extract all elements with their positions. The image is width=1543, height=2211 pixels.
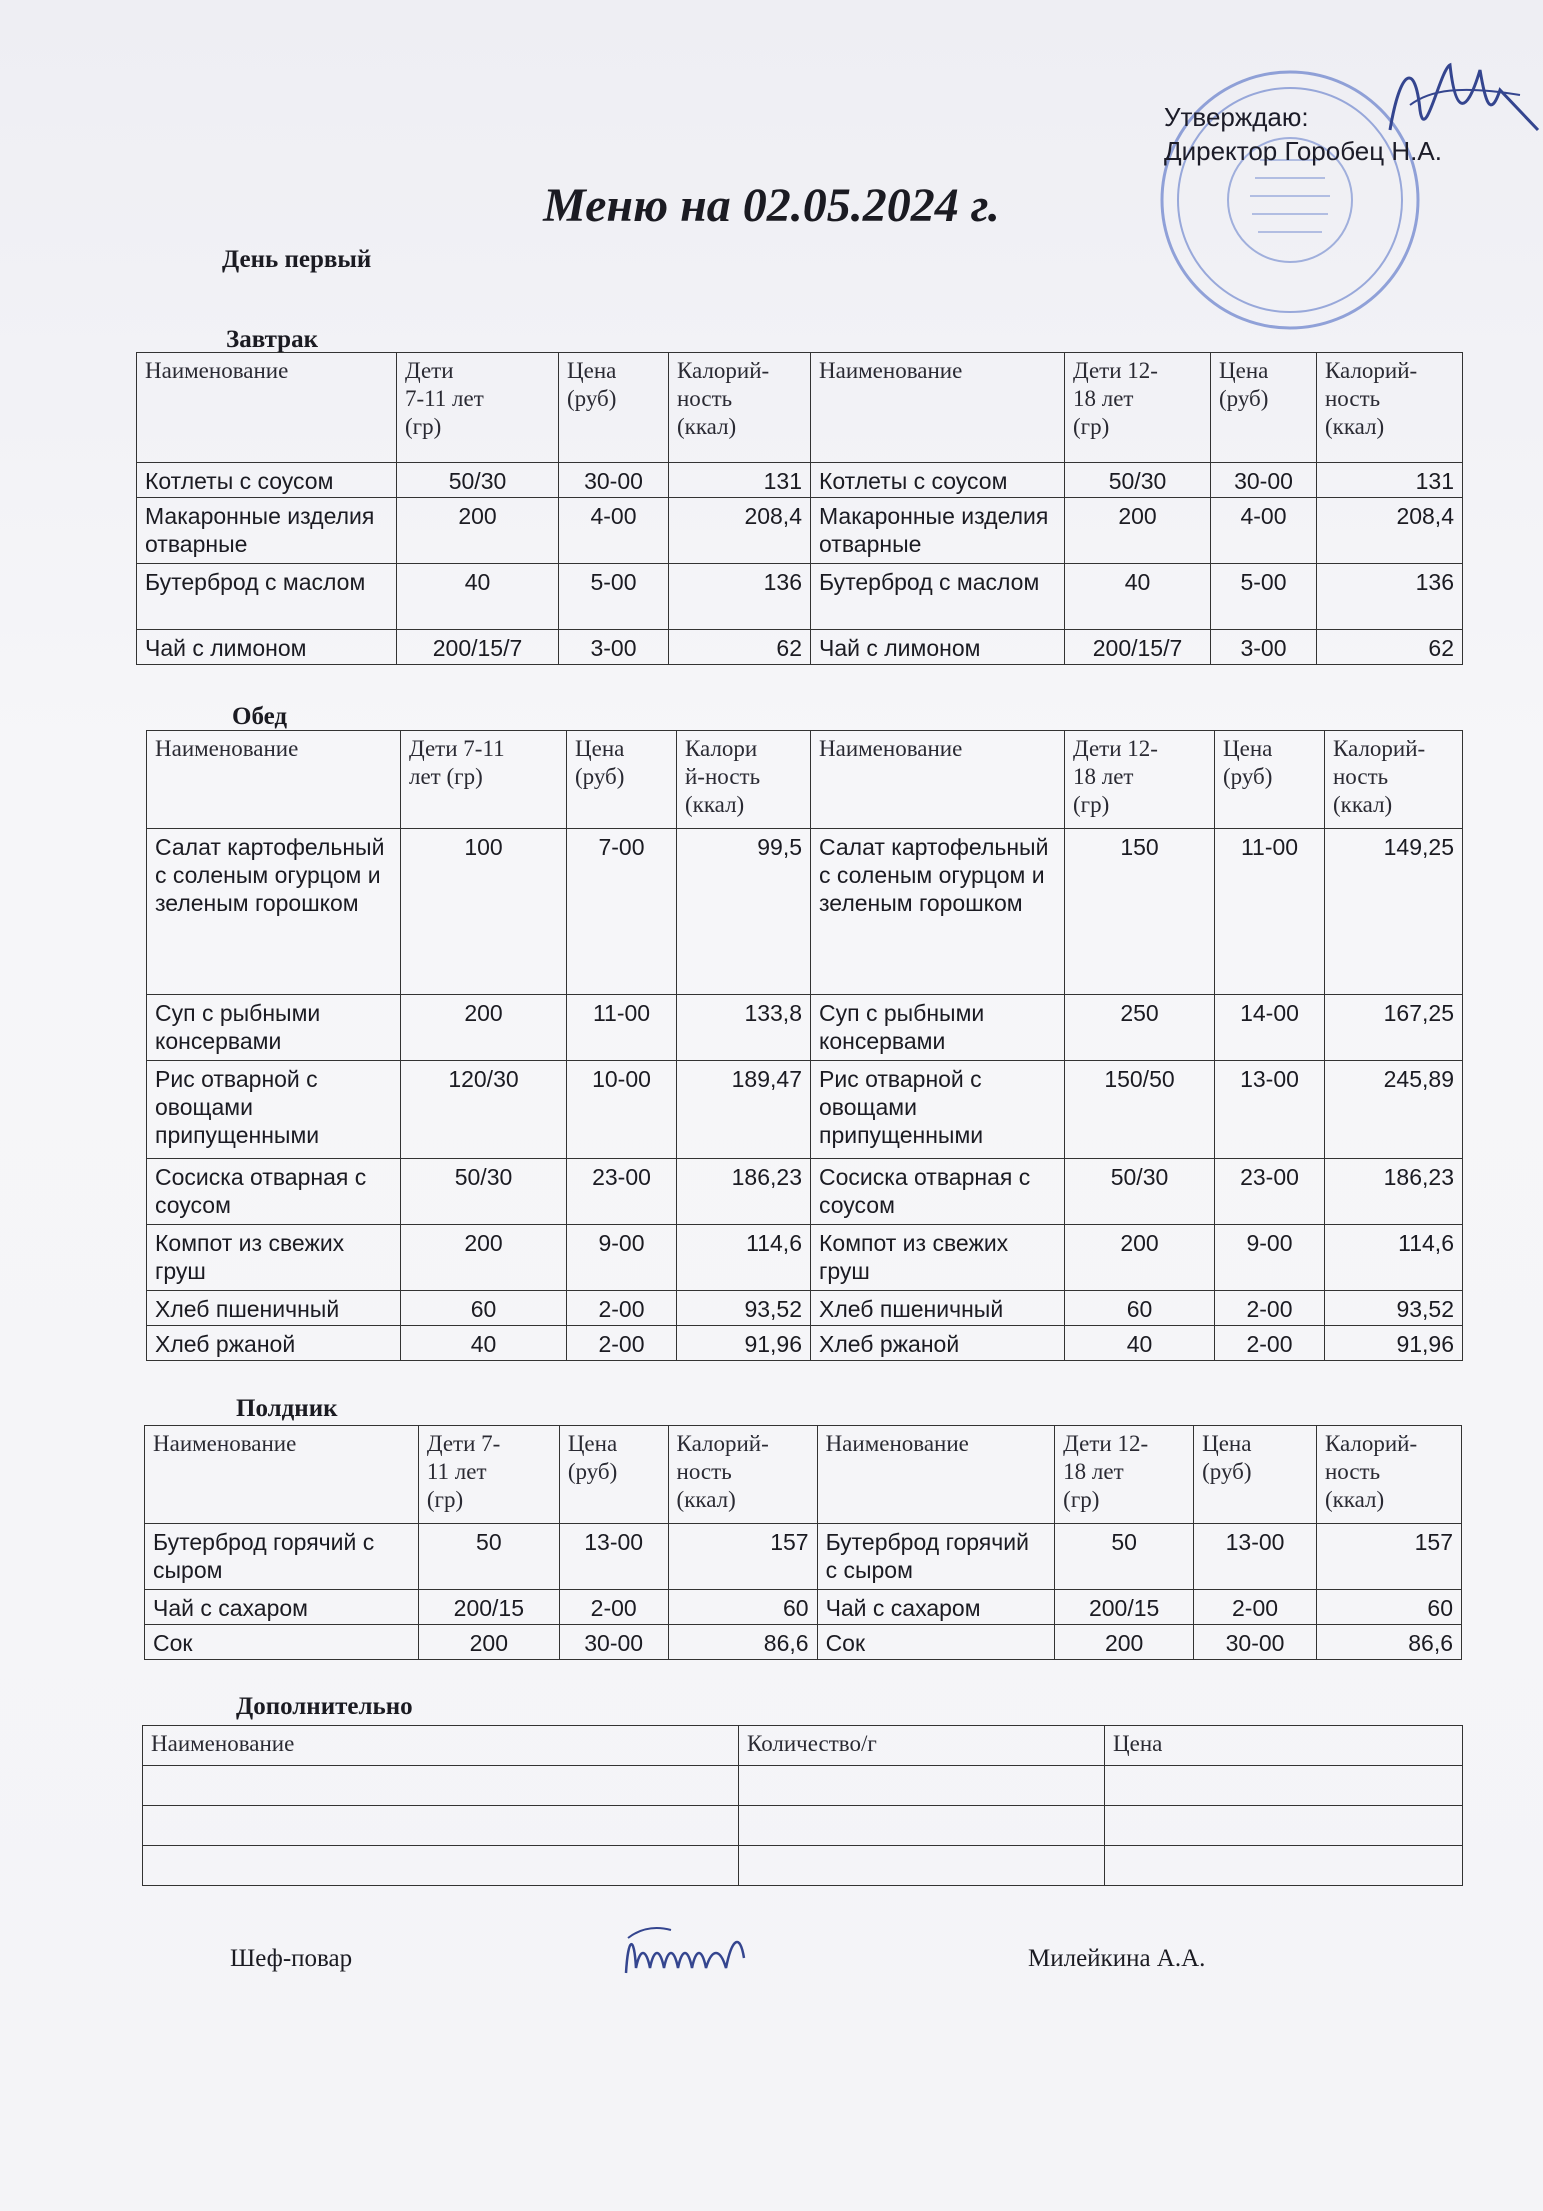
column-header: Наименование	[811, 731, 1065, 829]
value-cell: 13-00	[1194, 1524, 1317, 1590]
dish-name-cell: Котлеты с соусом	[137, 463, 397, 498]
value-cell: 189,47	[677, 1061, 811, 1159]
value-cell: 208,4	[1317, 498, 1463, 564]
table-row	[137, 463, 1463, 498]
value-cell: 9-00	[567, 1225, 677, 1291]
value-cell: 86,6	[668, 1625, 817, 1660]
value-cell: 5-00	[1211, 564, 1317, 630]
value-cell: 11-00	[1215, 829, 1325, 995]
table-row	[147, 1225, 1463, 1291]
chef-name: Милейкина А.А.	[1028, 1945, 1206, 1972]
dish-name-cell: Сосиска отварная с соусом	[147, 1159, 401, 1225]
value-cell: 2-00	[1194, 1590, 1317, 1625]
value-cell: 23-00	[1215, 1159, 1325, 1225]
table-row	[147, 1061, 1463, 1159]
value-cell: 60	[1316, 1590, 1461, 1625]
table-row	[143, 1766, 1463, 1806]
value-cell: 200	[401, 995, 567, 1061]
column-header: Калорий- ность (ккал)	[1325, 731, 1463, 829]
dish-name-cell: Чай с лимоном	[137, 630, 397, 665]
dish-name-cell: Салат картофельный с соленым огурцом и зеленым горошком	[811, 829, 1065, 995]
lunch-table	[146, 730, 1463, 1361]
table-row	[137, 564, 1463, 630]
column-header: Цена (руб)	[1194, 1426, 1317, 1524]
dish-name-cell: Чай с сахаром	[145, 1590, 419, 1625]
value-cell: 91,96	[1325, 1326, 1463, 1361]
value-cell: 11-00	[567, 995, 677, 1061]
dish-name-cell: Сок	[145, 1625, 419, 1660]
value-cell: 186,23	[677, 1159, 811, 1225]
value-cell: 4-00	[559, 498, 669, 564]
value-cell: 186,23	[1325, 1159, 1463, 1225]
column-header: Калорий- ность (ккал)	[669, 353, 811, 463]
value-cell: 40	[1065, 564, 1211, 630]
value-cell: 5-00	[559, 564, 669, 630]
dish-name-cell: Чай с лимоном	[811, 630, 1065, 665]
value-cell: 30-00	[1194, 1625, 1317, 1660]
dish-name-cell: Макаронные изделия отварные	[811, 498, 1065, 564]
value-cell: 50/30	[401, 1159, 567, 1225]
value-cell: 9-00	[1215, 1225, 1325, 1291]
value-cell: 2-00	[567, 1326, 677, 1361]
column-header: Цена (руб)	[1215, 731, 1325, 829]
value-cell: 86,6	[1316, 1625, 1461, 1660]
dish-name-cell: Бутерброд с маслом	[137, 564, 397, 630]
chef-label: Шеф-повар	[230, 1945, 353, 1972]
empty-cell	[1105, 1846, 1463, 1886]
column-header: Дети 12- 18 лет (гр)	[1055, 1426, 1194, 1524]
value-cell: 114,6	[1325, 1225, 1463, 1291]
dish-name-cell: Сосиска отварная с соусом	[811, 1159, 1065, 1225]
value-cell: 208,4	[669, 498, 811, 564]
table-row	[145, 1590, 1462, 1625]
value-cell: 131	[1317, 463, 1463, 498]
table-header-row	[147, 731, 1463, 829]
table-row	[137, 630, 1463, 665]
approval-line: Утверждаю:	[1164, 102, 1309, 132]
value-cell: 149,25	[1325, 829, 1463, 995]
breakfast-label: Завтрак	[226, 326, 318, 353]
value-cell: 13-00	[1215, 1061, 1325, 1159]
empty-cell	[739, 1766, 1105, 1806]
dish-name-cell: Суп с рыбными консервами	[811, 995, 1065, 1061]
column-header: Наименование	[147, 731, 401, 829]
value-cell: 60	[401, 1291, 567, 1326]
value-cell: 93,52	[677, 1291, 811, 1326]
column-header: Цена (руб)	[1211, 353, 1317, 463]
value-cell: 50	[418, 1524, 559, 1590]
value-cell: 99,5	[677, 829, 811, 995]
dish-name-cell: Компот из свежих груш	[147, 1225, 401, 1291]
empty-cell	[143, 1766, 739, 1806]
value-cell: 50	[1055, 1524, 1194, 1590]
value-cell: 23-00	[567, 1159, 677, 1225]
value-cell: 200/15/7	[397, 630, 559, 665]
table-row	[145, 1625, 1462, 1660]
table-row	[145, 1524, 1462, 1590]
value-cell: 114,6	[677, 1225, 811, 1291]
value-cell: 131	[669, 463, 811, 498]
dish-name-cell: Макаронные изделия отварные	[137, 498, 397, 564]
approval-block	[1164, 100, 1442, 168]
snack-label: Полдник	[236, 1395, 338, 1422]
value-cell: 2-00	[1215, 1326, 1325, 1361]
table-row	[147, 1159, 1463, 1225]
value-cell: 200	[397, 498, 559, 564]
value-cell: 157	[668, 1524, 817, 1590]
value-cell: 30-00	[559, 463, 669, 498]
column-header: Калори й-ность (ккал)	[677, 731, 811, 829]
value-cell: 200/15	[418, 1590, 559, 1625]
dish-name-cell: Хлеб ржаной	[811, 1326, 1065, 1361]
value-cell: 50/30	[1065, 463, 1211, 498]
dish-name-cell: Сок	[817, 1625, 1055, 1660]
dish-name-cell: Хлеб ржаной	[147, 1326, 401, 1361]
value-cell: 62	[1317, 630, 1463, 665]
column-header: Калорий- ность (ккал)	[1317, 353, 1463, 463]
value-cell: 30-00	[1211, 463, 1317, 498]
value-cell: 136	[669, 564, 811, 630]
empty-cell	[143, 1806, 739, 1846]
value-cell: 3-00	[1211, 630, 1317, 665]
table-header-row	[137, 353, 1463, 463]
table-row	[143, 1846, 1463, 1886]
value-cell: 245,89	[1325, 1061, 1463, 1159]
dish-name-cell: Хлеб пшеничный	[811, 1291, 1065, 1326]
snack-table	[144, 1425, 1462, 1660]
page-title: Меню на 02.05.2024 г.	[543, 179, 1000, 232]
empty-cell	[143, 1846, 739, 1886]
column-header: Наименование	[811, 353, 1065, 463]
dish-name-cell: Рис отварной с овощами припущенными	[811, 1061, 1065, 1159]
dish-name-cell: Котлеты с соусом	[811, 463, 1065, 498]
extra-table	[142, 1725, 1463, 1886]
empty-cell	[739, 1806, 1105, 1846]
column-header: Цена (руб)	[559, 353, 669, 463]
dish-name-cell: Бутерброд горячий с сыром	[817, 1524, 1055, 1590]
dish-name-cell: Хлеб пшеничный	[147, 1291, 401, 1326]
value-cell: 14-00	[1215, 995, 1325, 1061]
value-cell: 150	[1065, 829, 1215, 995]
table-header-row	[145, 1426, 1462, 1524]
column-header: Цена (руб)	[567, 731, 677, 829]
column-header: Количество/г	[739, 1726, 1105, 1766]
value-cell: 91,96	[677, 1326, 811, 1361]
value-cell: 200	[1065, 1225, 1215, 1291]
value-cell: 60	[668, 1590, 817, 1625]
column-header: Дети 7-11 лет (гр)	[397, 353, 559, 463]
column-header: Наименование	[145, 1426, 419, 1524]
table-row	[147, 1291, 1463, 1326]
value-cell: 200	[1055, 1625, 1194, 1660]
value-cell: 2-00	[559, 1590, 668, 1625]
lunch-label: Обед	[232, 703, 288, 730]
value-cell: 157	[1316, 1524, 1461, 1590]
column-header: Цена	[1105, 1726, 1463, 1766]
value-cell: 3-00	[559, 630, 669, 665]
column-header: Дети 12- 18 лет (гр)	[1065, 731, 1215, 829]
value-cell: 120/30	[401, 1061, 567, 1159]
dish-name-cell: Рис отварной с овощами припущенными	[147, 1061, 401, 1159]
table-row	[147, 1326, 1463, 1361]
value-cell: 40	[401, 1326, 567, 1361]
table-row	[147, 829, 1463, 995]
value-cell: 40	[1065, 1326, 1215, 1361]
empty-cell	[739, 1846, 1105, 1886]
column-header: Наименование	[817, 1426, 1055, 1524]
value-cell: 133,8	[677, 995, 811, 1061]
table-row	[137, 498, 1463, 564]
value-cell: 200	[1065, 498, 1211, 564]
value-cell: 30-00	[559, 1625, 668, 1660]
dish-name-cell: Бутерброд горячий с сыром	[145, 1524, 419, 1590]
breakfast-table	[136, 352, 1463, 665]
value-cell: 200	[418, 1625, 559, 1660]
value-cell: 50/30	[397, 463, 559, 498]
table-row	[143, 1806, 1463, 1846]
value-cell: 40	[397, 564, 559, 630]
value-cell: 2-00	[1215, 1291, 1325, 1326]
column-header: Наименование	[143, 1726, 739, 1766]
value-cell: 200	[401, 1225, 567, 1291]
dish-name-cell: Чай с сахаром	[817, 1590, 1055, 1625]
column-header: Цена (руб)	[559, 1426, 668, 1524]
value-cell: 250	[1065, 995, 1215, 1061]
dish-name-cell: Компот из свежих груш	[811, 1225, 1065, 1291]
value-cell: 10-00	[567, 1061, 677, 1159]
value-cell: 93,52	[1325, 1291, 1463, 1326]
column-header: Калорий- ность (ккал)	[1316, 1426, 1461, 1524]
value-cell: 150/50	[1065, 1061, 1215, 1159]
day-label: День первый	[222, 246, 372, 273]
dish-name-cell: Суп с рыбными консервами	[147, 995, 401, 1061]
value-cell: 7-00	[567, 829, 677, 995]
column-header: Дети 12- 18 лет (гр)	[1065, 353, 1211, 463]
empty-cell	[1105, 1806, 1463, 1846]
value-cell: 4-00	[1211, 498, 1317, 564]
column-header: Дети 7- 11 лет (гр)	[418, 1426, 559, 1524]
value-cell: 2-00	[567, 1291, 677, 1326]
chef-signature	[616, 1918, 766, 1988]
column-header: Калорий- ность (ккал)	[668, 1426, 817, 1524]
column-header: Наименование	[137, 353, 397, 463]
value-cell: 62	[669, 630, 811, 665]
value-cell: 136	[1317, 564, 1463, 630]
table-row	[147, 995, 1463, 1061]
value-cell: 200/15	[1055, 1590, 1194, 1625]
value-cell: 167,25	[1325, 995, 1463, 1061]
extra-label: Дополнительно	[236, 1693, 413, 1720]
column-header: Дети 7-11 лет (гр)	[401, 731, 567, 829]
value-cell: 200/15/7	[1065, 630, 1211, 665]
empty-cell	[1105, 1766, 1463, 1806]
table-header-row	[143, 1726, 1463, 1766]
value-cell: 100	[401, 829, 567, 995]
dish-name-cell: Салат картофельный с соленым огурцом и зеленым горошком	[147, 829, 401, 995]
dish-name-cell: Бутерброд с маслом	[811, 564, 1065, 630]
value-cell: 60	[1065, 1291, 1215, 1326]
value-cell: 13-00	[559, 1524, 668, 1590]
director-name: Директор Горобец Н.А.	[1164, 136, 1442, 166]
value-cell: 50/30	[1065, 1159, 1215, 1225]
